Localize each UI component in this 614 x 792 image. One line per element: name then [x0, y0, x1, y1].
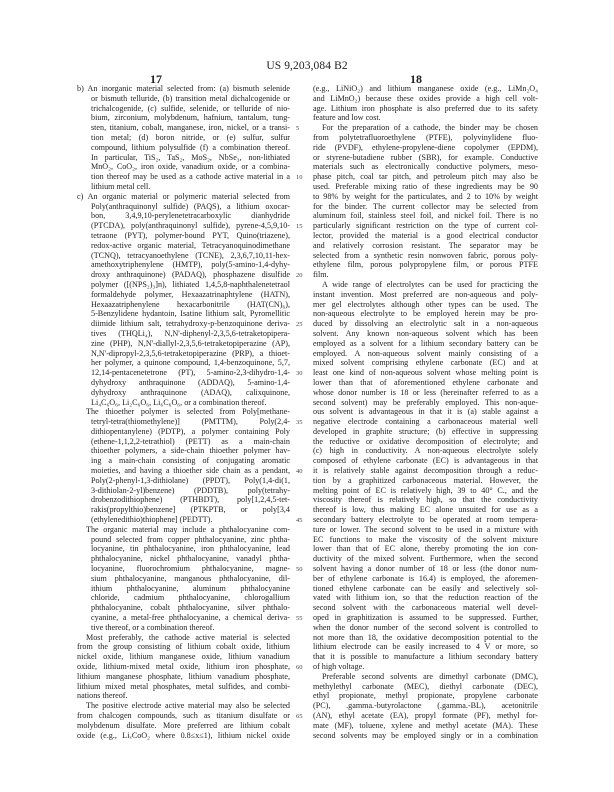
- text-line: amethoxytriphenylene (HMTP), poly(5-amino-1,4-dyhy-: [91, 260, 290, 270]
- text-line: (AN), ethyl acetate (EA), propyl formate (PF), methyl for-: [313, 711, 538, 720]
- text-line: to 98% by weight for the particulates, and 2 to 10% by weight: [313, 191, 538, 201]
- patent-number: US 9,203,084 B2: [266, 60, 348, 72]
- text-line: second solvent with the carbonaceous material well devel-: [313, 603, 538, 613]
- line-number: 5: [296, 124, 300, 132]
- text-line: EC functions to make the viscosity of the solvent mixture: [313, 534, 538, 544]
- text-line: ductivity of the mixed solvent. Furthermore, when the second: [313, 554, 538, 564]
- column-number-left: 17: [150, 72, 162, 86]
- text-line: nations thereof.: [77, 691, 128, 701]
- text-line: (PC), .gamma.-butyrolactone (.gamma.-BL), acetonitrile: [313, 701, 538, 711]
- text-line: The organic material may include a phthalocyanine com-: [86, 524, 290, 534]
- text-line: it is relatively stable against decomposition through a reduc-: [313, 466, 538, 476]
- column-number-right: 18: [410, 72, 422, 86]
- text-line: whose donor number is 18 or less (hereinafter referred to as a: [313, 387, 538, 397]
- text-line: ethylene film, porous polypropylene film, or porous PTFE: [313, 260, 538, 270]
- text-line: lower than that of aforementioned ethylene carbonate and: [313, 377, 538, 387]
- text-line: ride (PVDF), ethylene-propylene-diene copolymer (EPDM),: [313, 142, 538, 152]
- text-line: thioether polymers, a side-chain thioether polymer hav-: [91, 446, 290, 456]
- text-line: selected from a synthetic resin nonwoven fabric, porous poly-: [313, 250, 538, 260]
- line-number: 60: [296, 663, 303, 671]
- text-line: For the preparation of a cathode, the binder may be chosen: [322, 123, 538, 133]
- text-line: from chalcogen compounds, such as titanium disulfate or: [77, 711, 290, 720]
- text-line: pound selected from copper phthalocyanine, zinc phtha-: [91, 534, 290, 544]
- text-line: locyanine, tin phthalocyanine, iron phthalocyanine, lead: [91, 544, 290, 554]
- text-line: and LiMnO₂) because these oxides provide a high cell volt-: [313, 93, 538, 103]
- text-line: tives (THQLi₄), N,N'-diphenyl-2,3,5,6-tetraketopipera-: [91, 328, 290, 338]
- text-line: phthalocyanine, cobalt phthalocyanine, silver phthalo-: [91, 603, 290, 613]
- text-line: tetryl-tetra(thiomethylene)] (PMTTM), Poly(2,4-: [91, 417, 290, 427]
- text-line: or bismuth telluride, (b) transition metal dichalcogenide or: [91, 93, 290, 103]
- text-line: tion by a graphitized carbonaceous material. However, the: [313, 475, 538, 485]
- line-number: 30: [296, 369, 303, 377]
- text-line: Li₄C₆O₆, Li₂C₆O₆, Li₆C₆O₆, or a combination thereof.: [91, 397, 267, 407]
- text-line: her polymer, a quinone compound, 1,4-benzoquinone, 5,7,: [91, 358, 290, 368]
- text-line: b) An inorganic material selected from: (a) bismuth selenide: [77, 84, 290, 93]
- text-line: aluminum foil, stainless steel foil, and nickel foil. There is no: [313, 211, 538, 221]
- text-line: (PTCDA), poly(anthraquinonyl sulfide), pyrene-4,5,9,10-: [91, 221, 290, 231]
- text-line: ous solvent is advantageous in that it is (a) stable against a: [313, 407, 538, 417]
- line-number: 50: [296, 565, 303, 573]
- text-line: lithium electrode can be easily increased to 4 V or more, so: [313, 642, 538, 652]
- text-line: instant invention. Most preferred are non-aqueous and poly-: [313, 289, 538, 299]
- text-line: oxide, lithium-mixed metal oxide, lithium iron phosphate,: [77, 662, 290, 672]
- text-line: for the binder. The current collector may be selected from: [313, 201, 538, 211]
- text-line: compound, lithium polysulfide (f) a combination thereof.: [91, 142, 290, 152]
- text-line: droxy anthraquinone) (PADAQ), phosphazene disulfide: [91, 270, 290, 280]
- line-number: 35: [296, 418, 303, 426]
- text-line: particularly significant restriction on the type of current col-: [313, 221, 538, 231]
- text-line: Poly(2-phenyl-1,3-dithiolane) (PPDT), Poly(1,4-di(1,: [91, 475, 290, 485]
- text-line: feature and low cost.: [313, 113, 381, 123]
- text-line: employed. A non-aqueous solvent mainly consisting of a: [313, 348, 538, 358]
- text-line: cyanine, a metal-free phthalocyanine, a chemical deriva-: [91, 613, 290, 623]
- text-line: from the group consisting of lithium cobalt oxide, lithium: [77, 642, 290, 652]
- text-line: 12,14-pentacenetetrone (PT), 5-amino-2,3-dihydro-1,4-: [91, 368, 290, 378]
- text-line: negative electrode containing a carbonaceous material well: [313, 417, 538, 427]
- line-number: 15: [296, 222, 303, 230]
- text-line: lector, provided the material is a good electrical conductor: [313, 230, 538, 240]
- text-line: or styrene-butadiene rubber (SBR), for example. Conductive: [313, 152, 538, 162]
- left-text-column: [77, 84, 290, 740]
- text-line: tive thereof, or a combination thereof.: [91, 622, 215, 632]
- text-line: locyanine, fluorochromium phthalocyanine, magne-: [91, 564, 290, 574]
- text-line: (ethene-1,1,2,2-tetrathiol) (PETT) as a main-chain: [91, 436, 290, 446]
- text-line: and relatively corrosion resistant. The separator may be: [313, 240, 538, 250]
- text-line: from polytetrafluoroethylene (PTFE), polyvinylidene fluo-: [313, 132, 538, 142]
- text-line: that it is possible to manufacture a lithium secondary battery: [313, 652, 538, 662]
- line-number: 25: [296, 320, 303, 328]
- line-number: 10: [296, 173, 303, 181]
- text-line: moieties, and having a thioether side chain as a pendant,: [91, 466, 290, 476]
- text-line: mer gel electrolytes although other types can be used. The: [313, 299, 538, 309]
- text-line: rakis(propylthio)benzene] (PTKPTB, or poly[3,4: [91, 505, 290, 515]
- text-line: secondary battery electrolyte to be operated at room tempera-: [313, 515, 538, 525]
- text-line: ing a main-chain consisting of conjugating aromatic: [91, 456, 290, 466]
- text-line: tion thereof may be used as a cathode active material in a: [91, 172, 290, 182]
- text-line: redox-active organic material, Tetracyanoquinodimethane: [91, 240, 290, 250]
- text-line: In particular, TiS₂, TaS₂, MoS₂, NbSe₃, non-lithiated: [91, 152, 290, 162]
- right-text-column: [313, 84, 538, 740]
- text-line: lithium manganese phosphate, lithium vanadium phosphate,: [77, 671, 290, 681]
- text-line: (ethylenedithio)thiophene] (PEDTT).: [91, 515, 213, 525]
- text-line: lithium metal cell.: [91, 181, 151, 191]
- text-line: methylethyl carbonate (MEC), diethyl carbonate (DEC),: [313, 681, 538, 691]
- text-line: (TCNQ), tetracyanoethylene (TCNE), 2,3,6,7,10,11-hex-: [91, 250, 290, 260]
- text-line: ethyl propionate, methyl propionate, propylene carbonate: [313, 691, 538, 701]
- text-line: Preferable second solvents are dimethyl carbonate (DMC),: [322, 671, 538, 681]
- text-line: Poly(anthraquinonyl sulfide) (PAQS), a lithium oxocar-: [91, 201, 290, 211]
- text-line: lower than that of EC alone, thereby promoting the ion con-: [313, 544, 538, 554]
- text-line: zine (PHP), N,N'-diallyl-2,3,5,6-tetraketopiperazine (AP),: [91, 338, 290, 348]
- text-line: N,N'-dipropyl-2,3,5,6-tetraketopiperazine (PRP), a thioet-: [91, 348, 290, 358]
- text-line: used. Preferable mixing ratio of these ingredients may be 90: [313, 181, 538, 191]
- text-line: of high voltage.: [313, 662, 365, 672]
- text-line: mixed solvent comprising ethylene carbonate (EC) and at: [313, 358, 538, 368]
- text-line: Hexaazatriphenylene hexacarbonitrile (HAT(CN)₆),: [91, 299, 290, 309]
- text-line: dyhydroxy anthraquinone (ADAQ), calixquinone,: [91, 387, 290, 397]
- text-line: phase pitch, coal tar pitch, and petroleum pitch may also be: [313, 172, 538, 182]
- text-line: ber of ethylene carbonate is 16.4) is employed, the aforemen-: [313, 573, 538, 583]
- text-line: non-aqueous electrolyte to be employed herein may be pro-: [313, 309, 538, 319]
- text-line: dyhydroxy anthraquinone (ADDAQ), 5-amino-1,4-: [91, 377, 290, 387]
- text-line: ture or lower. The second solvent to be used in a mixture with: [313, 524, 538, 534]
- text-line: MnO₂, CoO₂, iron oxide, vanadium oxide, or a combina-: [91, 162, 290, 172]
- line-number: 20: [296, 271, 303, 279]
- text-line: melting point of EC is relatively high, 39 to 40° C., and the: [313, 485, 538, 495]
- text-line: molybdenum disulfate. More preferred are lithium cobalt: [77, 720, 290, 730]
- text-line: second solvent) may be preferably employed. This non-aque-: [313, 397, 538, 407]
- text-line: A wide range of electrolytes can be used for practicing the: [322, 279, 538, 289]
- text-line: nickel oxide, lithium manganese oxide, lithium vanadium: [77, 652, 290, 662]
- text-line: when the donor number of the second solvent is controlled to: [313, 622, 538, 632]
- text-line: oped in graphitization is assumed to be suppressed. Further,: [313, 613, 538, 623]
- text-line: employed as a solvent for a lithium secondary battery can be: [313, 338, 538, 348]
- text-line: duced by dissolving an electrolytic salt in a non-aqueous: [313, 319, 538, 329]
- text-line: c) An organic material or polymeric material selected from: [77, 191, 290, 201]
- text-line: polymer ([(NPS₂)₃]n), lithiated 1,4,5,8-naphthalenetetraol: [91, 279, 290, 289]
- text-line: The thioether polymer is selected from Poly[methane-: [86, 407, 290, 417]
- text-line: Most preferably, the cathode active material is selected: [86, 632, 290, 642]
- text-line: ithium phthalocyanine, aluminum phthalocyanine: [91, 583, 290, 593]
- text-line: tetraone (PYT), polymer-bound PYT, Quino(triazene),: [91, 230, 290, 240]
- text-line: mate (MF), toluene, xylene and methyl acetate (MA). These: [313, 720, 538, 730]
- text-line: (c) high in conductivity. A non-aqueous electrolyte solely: [313, 446, 538, 456]
- text-line: tion metal; (d) boron nitride, or (e) sulfur, sulfur: [91, 132, 290, 142]
- text-line: dithiopentanylene) (PDTP), a polymer containing Poly: [91, 426, 290, 436]
- text-line: composed of ethylene carbonate (EC) is advantageous in that: [313, 456, 538, 466]
- text-line: formaldehyde polymer, Hexaazatrinaphtylene (HATN),: [91, 289, 290, 299]
- line-number: 45: [296, 516, 303, 524]
- text-line: tioned ethylene carbonate can be easily and selectively sol-: [313, 583, 538, 593]
- text-line: diimide lithium salt, tetrahydroxy-p-benzoquinone deriva-: [91, 319, 290, 329]
- text-line: bium, zirconium, molybdenum, hafnium, tantalum, tung-: [91, 113, 290, 123]
- text-line: not more than 18, the oxidative decomposition potential to the: [313, 632, 538, 642]
- text-line: trichalcogenide, (c) sulfide, selenide, or telluride of nio-: [91, 103, 290, 113]
- text-line: chloride, cadmium phthalocyanine, chlorogallium: [91, 593, 290, 603]
- text-line: age. Lithium iron phosphate is also preferred due to its safety: [313, 103, 538, 113]
- text-line: The positive electrode active material may also be selected: [86, 701, 290, 711]
- text-line: thereof is low, thus making EC alone unsuited for use as a: [313, 505, 538, 515]
- text-line: vated with lithium ion, so that the reduction reaction of the: [313, 593, 538, 603]
- text-line: the reductive or oxidative decomposition of electrolyte; and: [313, 436, 538, 446]
- line-number: 55: [296, 614, 303, 622]
- text-line: 5-Benzylidene hydantoin, Isatine lithium salt, Pyromellitic: [91, 309, 290, 319]
- text-line: second solvents may be employed singly or in a combination: [313, 730, 538, 740]
- line-number: 65: [296, 712, 303, 720]
- text-line: least one kind of non-aqueous solvent whose melting point is: [313, 368, 538, 378]
- text-line: solvent having a donor number of 18 or less (the donor num-: [313, 564, 538, 574]
- line-number: 40: [296, 467, 303, 475]
- text-line: viscosity thereof is relatively high, so that the conductivity: [313, 495, 538, 505]
- text-line: materials such as electronically conductive polymers, meso-: [313, 162, 538, 172]
- text-line: developed in graphite structure; (b) effective in suppressing: [313, 426, 538, 436]
- text-line: sium phthalocyanine, manganous phthalocyanine, dil-: [91, 573, 290, 583]
- text-line: oxide (e.g., LiₓCoO₂ where 0.8≤x≤1), lithium nickel oxide: [77, 730, 290, 740]
- text-line: lithium mixed metal phosphates, metal sulfides, and combi-: [77, 681, 290, 691]
- text-line: 3-dithiolan-2-yl)benzene) (PDDTB), poly(tetrahy-: [91, 485, 290, 495]
- text-line: phthalocyanine, nickel phthalocyanine, vanadyl phtha-: [91, 554, 290, 564]
- text-line: solvent. Any known non-aqueous solvent which has been: [313, 328, 538, 338]
- text-line: drobenzodithiophene) (PTHBDT), poly[1,2,4,5-tet-: [91, 495, 290, 505]
- text-line: film.: [313, 270, 329, 280]
- text-line: sten, titanium, cobalt, manganese, iron, nickel, or a transi-: [91, 123, 290, 133]
- text-line: bon, 3,4,9,10-perylenetetracarboxylic dianhydride: [91, 211, 290, 221]
- text-line: (e.g., LiNiO₂) and lithium manganese oxide (e.g., LiMn₂O₄: [313, 84, 538, 93]
